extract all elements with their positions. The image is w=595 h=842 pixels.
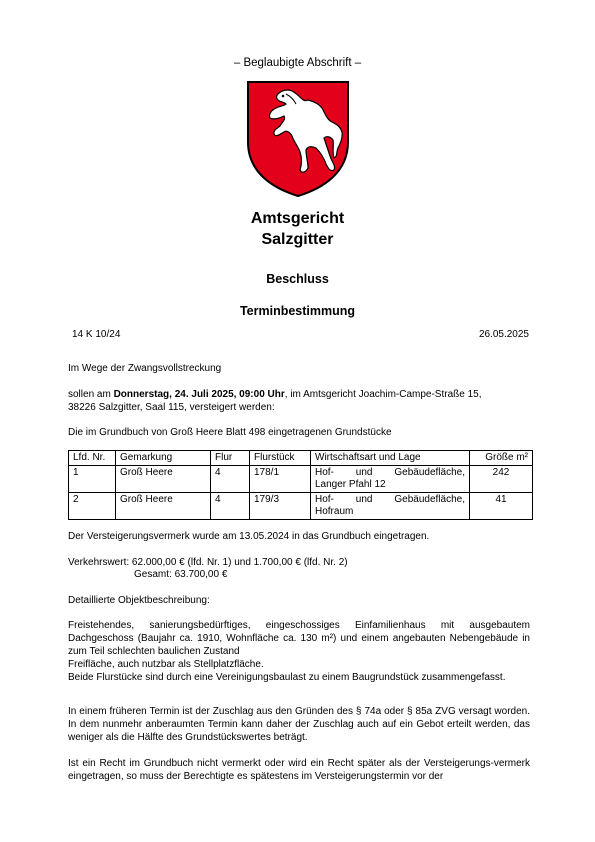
- termin-date: Donnerstag, 24. Juli 2025, 09:00 Uhr: [113, 389, 285, 400]
- lage-text: Langer Pfahl 12: [315, 479, 386, 490]
- table-header: Größe m²: [470, 451, 533, 466]
- aktenzeichen: 14 K 10/24: [72, 329, 121, 340]
- court-line-1: Amtsgericht: [250, 210, 345, 227]
- lage-text: Hofraum: [315, 506, 354, 517]
- table-cell: 41: [470, 493, 533, 520]
- wirt-part: und: [355, 467, 373, 478]
- table-header: Gemarkung: [116, 451, 211, 466]
- beschreibung-1: Freistehendes, sanierungsbedürftiges, eingeschossiges Einfamilienhaus mit ausgebautem Dachgeschoss (Baujahr ca. 1910, Wohnfläche ca. 130 m²) und einem angebauten Nebengebäude in zum Teil schlechten baulichen Zustand: [68, 620, 530, 657]
- abschrift-label: – Beglaubigte Abschrift –: [233, 57, 362, 69]
- wirt-part: und: [355, 494, 373, 505]
- niedersachsen-horse-crest-icon: [246, 80, 350, 198]
- beschreibung-2: Freifläche, auch nutzbar als Stellplatzfläche.: [68, 659, 264, 670]
- table-header-row: [69, 451, 533, 466]
- grundstuecke-table: [68, 450, 533, 520]
- document-date: 26.05.2025: [478, 329, 529, 340]
- table-row: [69, 493, 533, 520]
- table-header: Wirtschaftsart und Lage: [311, 451, 470, 466]
- table-cell: 178/1: [250, 466, 311, 493]
- beschreibung-title: Detaillierte Objektbeschreibung:: [68, 595, 210, 606]
- gesamt-text: Gesamt: 63.700,00 €: [134, 569, 228, 580]
- grundbuch-text: Die im Grundbuch von Groß Heere Blatt 498 eingetragenen Grundstücke: [68, 427, 392, 438]
- termin-post-1: , im Amtsgericht Joachim-Campe-Straße 15,: [284, 389, 482, 400]
- intro-text: Im Wege der Zwangsvollstreckung: [68, 363, 222, 374]
- court-name: [0, 208, 595, 250]
- table-cell: 4: [211, 466, 250, 493]
- wirt-part: Gebäudefläche,: [394, 494, 465, 505]
- table-cell: Groß Heere: [116, 493, 211, 520]
- court-line-2: Salzgitter: [261, 231, 334, 248]
- table-cell: 2: [69, 493, 116, 520]
- termin-paragraph: [68, 388, 530, 414]
- recht-text: Ist ein Recht im Grundbuch nicht vermerkt oder wird ein Recht später als der Versteigerungs-vermerk eingetragen, so muss der Berechtigte es spätestens im Versteigerungstermin vor der: [68, 758, 530, 782]
- table-cell: 1: [69, 466, 116, 493]
- wirt-part: Hof-: [315, 467, 334, 478]
- wirt-part: Hof-: [315, 494, 334, 505]
- termin-pre: sollen am: [68, 389, 114, 400]
- table-cell: 242: [470, 466, 533, 493]
- table-row: [69, 466, 533, 493]
- document-subtitle: Terminbestimmung: [239, 304, 356, 318]
- document-type: Beschluss: [266, 272, 329, 286]
- table-cell: [311, 466, 470, 493]
- beschreibung-3: Beide Flurstücke sind durch eine Vereinigungsbaulast zu einem Baugrundstück zusammengefasst.: [68, 672, 506, 683]
- table-cell: 179/3: [250, 493, 311, 520]
- verkehrswert-text: Verkehrswert: 62.000,00 € (lfd. Nr. 1) und 1.700,00 € (lfd. Nr. 2): [68, 557, 348, 568]
- table-header: Lfd. Nr.: [69, 451, 116, 466]
- termin-post-2: 38226 Salzgitter, Saal 115, versteigert werden:: [68, 402, 275, 413]
- table-cell: 4: [211, 493, 250, 520]
- table-header: Flurstück: [250, 451, 311, 466]
- wirt-part: Gebäudefläche,: [394, 467, 465, 478]
- table-cell: Groß Heere: [116, 466, 211, 493]
- table-cell: [311, 493, 470, 520]
- vermerk-text: Der Versteigerungsvermerk wurde am 13.05.2024 in das Grundbuch eingetragen.: [68, 531, 430, 542]
- table-header: Flur: [211, 451, 250, 466]
- frueher-termin-text: In einem früheren Termin ist der Zuschlag aus den Gründen des § 74a oder § 85a ZVG versagt worden. In dem nunmehr anberaumten Termin kann daher der Zuschlag auch auf ein Gebot erteilt werden, das weniger als die Hälfte des Grundstückswertes beträgt.: [68, 706, 530, 743]
